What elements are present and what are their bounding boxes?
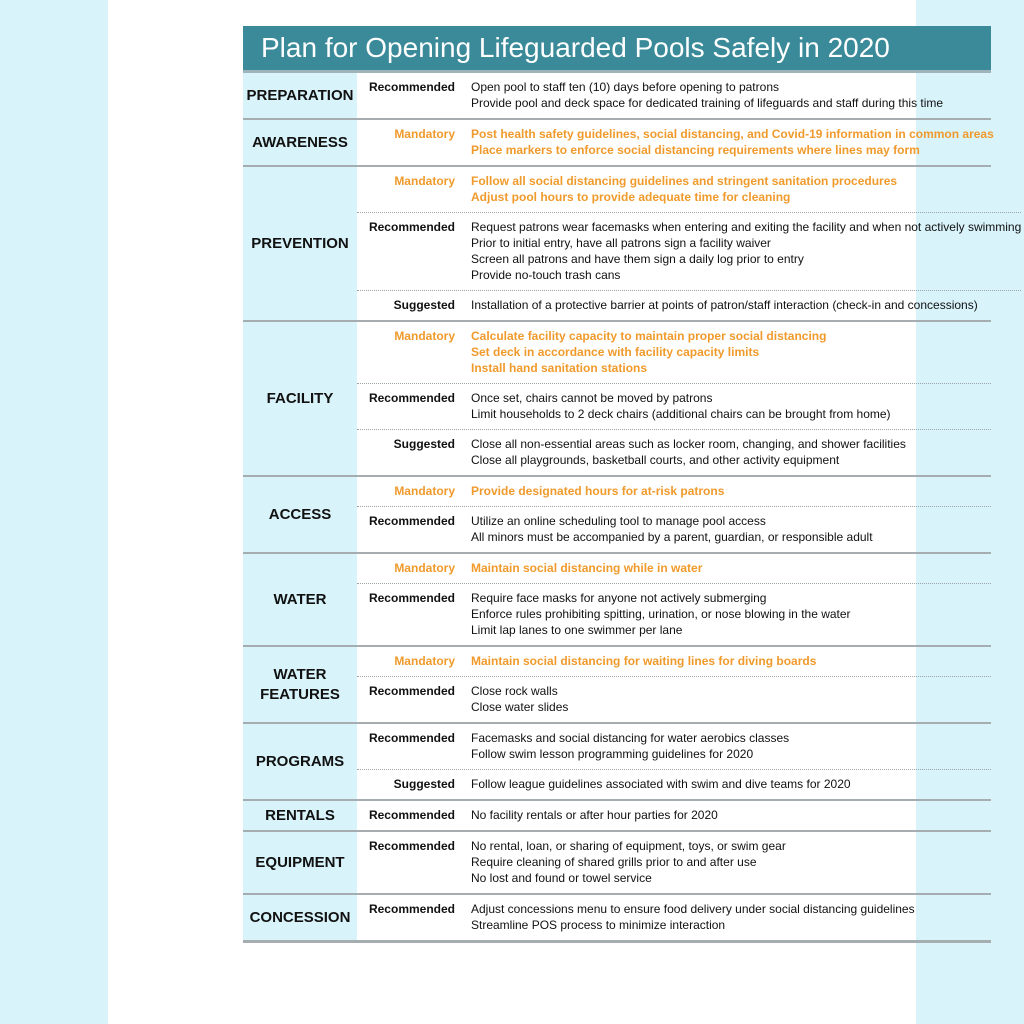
requirement-group-recommended: [357, 832, 991, 893]
requirement-item: Provide designated hours for at-risk patrons: [471, 484, 725, 498]
requirement-item: Install hand sanitation stations: [471, 361, 648, 375]
requirement-level: Recommended: [368, 808, 455, 822]
requirement-level: Mandatory: [394, 561, 455, 575]
requirement-group-recommended: [357, 676, 991, 722]
requirement-group-recommended: [357, 724, 991, 769]
requirement-item: Set deck in accordance with facility capacity limits: [471, 345, 760, 359]
requirement-items: [471, 560, 991, 576]
requirement-group-recommended: [357, 895, 991, 940]
section-facility: [243, 322, 991, 477]
requirement-items: [471, 901, 991, 933]
requirement-level: Suggested: [393, 437, 455, 451]
section-concession: [243, 895, 991, 943]
requirement-level: Recommended: [368, 684, 455, 698]
section-body: [357, 801, 991, 830]
requirement-level: Recommended: [368, 902, 455, 916]
requirement-item: Utilize an online scheduling tool to manage pool access: [471, 514, 766, 528]
section-body: [357, 724, 991, 799]
requirement-items: [471, 126, 994, 158]
requirement-item: Calculate facility capacity to maintain proper social distancing: [471, 329, 827, 343]
requirement-item: All minors must be accompanied by a parent, guardian, or responsible adult: [471, 530, 873, 544]
requirement-item: Close all playgrounds, basketball courts, and other activity equipment: [471, 453, 840, 467]
section-label: PROGRAMS: [243, 724, 357, 799]
requirement-item: No facility rentals or after hour parties for 2020: [471, 808, 718, 822]
requirement-item: Provide no-touch trash cans: [471, 268, 621, 282]
requirement-item: Place markers to enforce social distancing requirements where lines may form: [471, 143, 920, 157]
section-access: [243, 477, 991, 554]
requirement-level: Recommended: [368, 391, 455, 405]
requirement-group-recommended: [357, 212, 1021, 290]
section-body: [357, 322, 991, 475]
section-label: WATER FEATURES: [243, 647, 357, 722]
requirement-items: [471, 297, 1021, 313]
section-body: [357, 120, 994, 165]
requirement-items: [471, 776, 991, 792]
requirement-group-mandatory: [357, 120, 994, 165]
requirement-items: [471, 590, 991, 638]
requirement-item: Once set, chairs cannot be moved by patrons: [471, 391, 713, 405]
section-label: FACILITY: [243, 322, 357, 475]
requirement-items: [471, 328, 991, 376]
requirement-item: Close water slides: [471, 700, 569, 714]
requirement-items: [471, 807, 991, 823]
requirement-level: Mandatory: [394, 484, 455, 498]
requirement-item: Adjust concessions menu to ensure food delivery under social distancing guidelines: [471, 902, 915, 916]
requirement-group-mandatory: [357, 647, 991, 676]
requirement-item: Installation of a protective barrier at points of patron/staff interaction (check-in and concessions): [471, 298, 978, 312]
section-label: PREVENTION: [243, 167, 357, 320]
requirement-item: Require cleaning of shared grills prior to and after use: [471, 855, 757, 869]
section-label: WATER: [243, 554, 357, 645]
requirement-item: Open pool to staff ten (10) days before opening to patrons: [471, 80, 779, 94]
requirement-item: Limit households to 2 deck chairs (additional chairs can be brought from home): [471, 407, 891, 421]
requirement-item: Request patrons wear facemasks when entering and exiting the facility and when not actively swimming: [471, 220, 1022, 234]
requirement-item: Post health safety guidelines, social distancing, and Covid-19 information in common areas: [471, 127, 994, 141]
requirement-item: Prior to initial entry, have all patrons sign a facility waiver: [471, 236, 771, 250]
requirement-group-recommended: [357, 73, 991, 118]
requirement-items: [471, 730, 991, 762]
section-body: [357, 832, 991, 893]
section-body: [357, 477, 991, 552]
requirement-group-mandatory: [357, 554, 991, 583]
requirement-item: Adjust pool hours to provide adequate time for cleaning: [471, 190, 791, 204]
section-programs: [243, 724, 991, 801]
requirement-level: Recommended: [368, 839, 455, 853]
requirement-item: Enforce rules prohibiting spitting, urination, or nose blowing in the water: [471, 607, 851, 621]
requirement-group-recommended: [357, 801, 991, 830]
section-label: PREPARATION: [243, 73, 357, 118]
requirement-item: Limit lap lanes to one swimmer per lane: [471, 623, 683, 637]
requirement-items: [471, 219, 1021, 283]
requirement-items: [471, 513, 991, 545]
page-title: Plan for Opening Lifeguarded Pools Safely in 2020: [243, 26, 991, 73]
requirement-level: Recommended: [368, 220, 455, 234]
requirement-level: Recommended: [368, 591, 455, 605]
requirement-level: Mandatory: [394, 329, 455, 343]
section-preparation: [243, 73, 991, 120]
requirement-level: Recommended: [368, 514, 455, 528]
requirement-items: [471, 683, 991, 715]
requirement-item: Require face masks for anyone not actively submerging: [471, 591, 767, 605]
section-label: RENTALS: [243, 801, 357, 830]
section-label: CONCESSION: [243, 895, 357, 940]
requirement-group-suggested: [357, 290, 1021, 320]
requirement-item: Close all non-essential areas such as locker room, changing, and shower facilities: [471, 437, 906, 451]
requirement-item: No lost and found or towel service: [471, 871, 652, 885]
section-body: [357, 554, 991, 645]
requirement-item: Close rock walls: [471, 684, 558, 698]
section-equipment: [243, 832, 991, 895]
section-prevention: [243, 167, 1022, 322]
sections-container: [243, 73, 1022, 943]
requirement-level: Mandatory: [394, 654, 455, 668]
requirement-group-recommended: [357, 383, 991, 429]
section-water: [243, 554, 991, 647]
section-body: [357, 73, 991, 118]
requirement-level: Recommended: [368, 731, 455, 745]
requirement-items: [471, 483, 991, 499]
document-page: [108, 0, 1022, 1024]
section-water-features: [243, 647, 991, 724]
requirement-group-recommended: [357, 506, 991, 552]
section-label: ACCESS: [243, 477, 357, 552]
requirement-level: Suggested: [393, 298, 455, 312]
plan-table: [243, 26, 1022, 943]
requirement-item: Maintain social distancing while in water: [471, 561, 703, 575]
requirement-items: [471, 838, 991, 886]
section-body: [357, 895, 991, 940]
requirement-items: [471, 653, 991, 669]
requirement-group-mandatory: [357, 477, 991, 506]
section-label: AWARENESS: [243, 120, 357, 165]
requirement-item: No rental, loan, or sharing of equipment, toys, or swim gear: [471, 839, 786, 853]
requirement-item: Follow league guidelines associated with swim and dive teams for 2020: [471, 777, 851, 791]
requirement-item: Follow all social distancing guidelines and stringent sanitation procedures: [471, 174, 898, 188]
requirement-items: [471, 390, 991, 422]
section-body: [357, 647, 991, 722]
requirement-level: Recommended: [368, 80, 455, 94]
requirement-item: Provide pool and deck space for dedicated training of lifeguards and staff during this time: [471, 96, 944, 110]
requirement-item: Screen all patrons and have them sign a daily log prior to entry: [471, 252, 804, 266]
requirement-group-recommended: [357, 583, 991, 645]
requirement-item: Follow swim lesson programming guidelines for 2020: [471, 747, 754, 761]
requirement-group-suggested: [357, 429, 991, 475]
requirement-group-mandatory: [357, 167, 1021, 212]
requirement-group-mandatory: [357, 322, 991, 383]
requirement-level: Mandatory: [394, 127, 455, 141]
section-body: [357, 167, 1021, 320]
requirement-items: [471, 436, 991, 468]
requirement-group-suggested: [357, 769, 991, 799]
section-label: EQUIPMENT: [243, 832, 357, 893]
section-awareness: [243, 120, 994, 167]
requirement-level: Suggested: [393, 777, 455, 791]
requirement-items: [471, 79, 991, 111]
requirement-item: Facemasks and social distancing for water aerobics classes: [471, 731, 790, 745]
requirement-level: Mandatory: [394, 174, 455, 188]
section-rentals: [243, 801, 991, 832]
requirement-items: [471, 173, 1021, 205]
requirement-item: Maintain social distancing for waiting lines for diving boards: [471, 654, 817, 668]
requirement-item: Streamline POS process to minimize interaction: [471, 918, 726, 932]
